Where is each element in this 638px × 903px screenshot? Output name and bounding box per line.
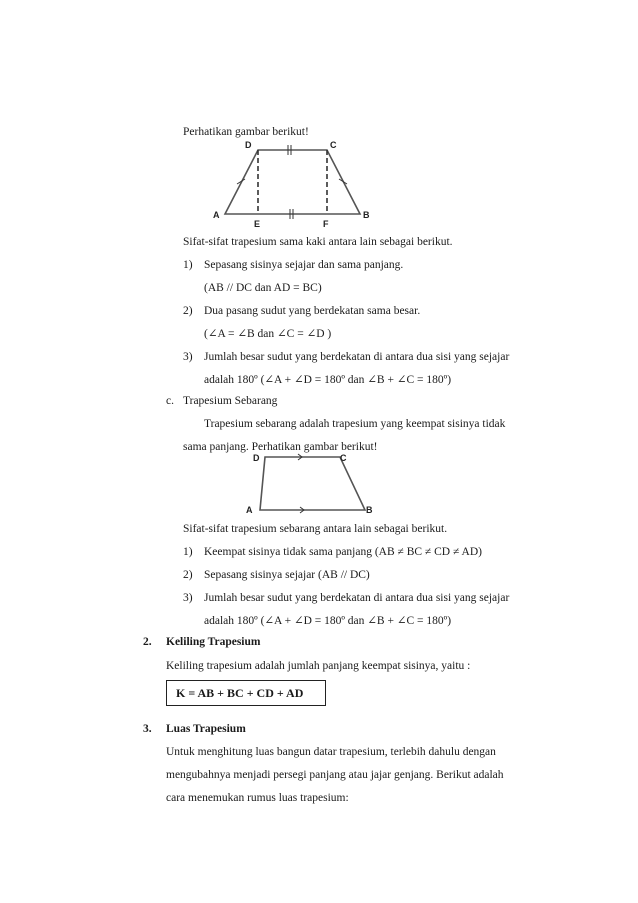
isosceles-heading: Sifat-sifat trapesium sama kaki antara lain sebagai berikut. (183, 236, 453, 248)
iso-item-2-num: 2) (183, 305, 193, 317)
luas-line-2: mengubahnya menjadi persegi panjang atau jajar genjang. Berikut adalah (166, 769, 504, 781)
sca-item-3-num: 3) (183, 592, 193, 604)
scalene-trapezoid-figure (240, 448, 380, 520)
keliling-formula-box (166, 680, 326, 706)
label-c: C (340, 453, 347, 463)
iso-item-1-num: 1) (183, 259, 193, 271)
isosceles-trapezoid-figure (205, 138, 380, 230)
sca-item-2-num: 2) (183, 569, 193, 581)
label-a: A (246, 505, 253, 515)
label-f: F (323, 219, 329, 229)
scalene-desc-1: Trapesium sebarang adalah trapesium yang keempat sisinya tidak (204, 418, 506, 430)
scalene-letter: c. (166, 395, 174, 407)
label-b: B (363, 210, 370, 220)
label-d: D (253, 453, 260, 463)
intro-text: Perhatikan gambar berikut! (183, 126, 309, 138)
sca-item-3-sub: adalah 180º (∠A + ∠D = 180º dan ∠B + ∠C = 180º) (204, 615, 452, 627)
iso-item-1-sub: (AB // DC dan AD = BC) (204, 282, 322, 294)
iso-item-3-num: 3) (183, 351, 193, 363)
label-c: C (330, 140, 337, 150)
label-e: E (254, 219, 261, 229)
sca-item-3-text: Jumlah besar sudut yang berdekatan di antara dua sisi yang sejajar (204, 592, 510, 604)
scalene-heading: Sifat-sifat trapesium sebarang antara lain sebagai berikut. (183, 523, 448, 535)
scalene-title: Trapesium Sebarang (183, 395, 278, 407)
label-d: D (245, 140, 252, 150)
sca-item-1-num: 1) (183, 546, 193, 558)
iso-item-3-sub: adalah 180º (∠A + ∠D = 180º dan ∠B + ∠C = 180º) (204, 374, 452, 386)
sca-item-1-text: Keempat sisinya tidak sama panjang (AB ≠ BC ≠ CD ≠ AD) (204, 546, 482, 558)
sca-item-2-text: Sepasang sisinya sejajar (AB // DC) (204, 569, 370, 581)
luas-line-3: cara menemukan rumus luas trapesium: (166, 792, 349, 804)
luas-title: Luas Trapesium (166, 723, 246, 735)
luas-number: 3. (143, 723, 152, 735)
keliling-title: Keliling Trapesium (166, 636, 261, 648)
keliling-formula: K = AB + BC + CD + AD (176, 686, 304, 700)
keliling-number: 2. (143, 636, 152, 648)
label-a: A (213, 210, 220, 220)
iso-item-1-text: Sepasang sisinya sejajar dan sama panjang. (204, 259, 404, 271)
scalene-desc-2: sama panjang. Perhatikan gambar berikut! (183, 441, 378, 453)
iso-item-2-text: Dua pasang sudut yang berdekatan sama besar. (204, 305, 421, 317)
label-b: B (366, 505, 373, 515)
luas-line-1: Untuk menghitung luas bangun datar trapesium, terlebih dahulu dengan (166, 746, 496, 758)
iso-item-3-text: Jumlah besar sudut yang berdekatan di antara dua sisi yang sejajar (204, 351, 510, 363)
keliling-text: Keliling trapesium adalah jumlah panjang keempat sisinya, yaitu : (166, 660, 471, 672)
iso-item-2-sub: (∠A = ∠B dan ∠C = ∠D ) (204, 328, 332, 340)
